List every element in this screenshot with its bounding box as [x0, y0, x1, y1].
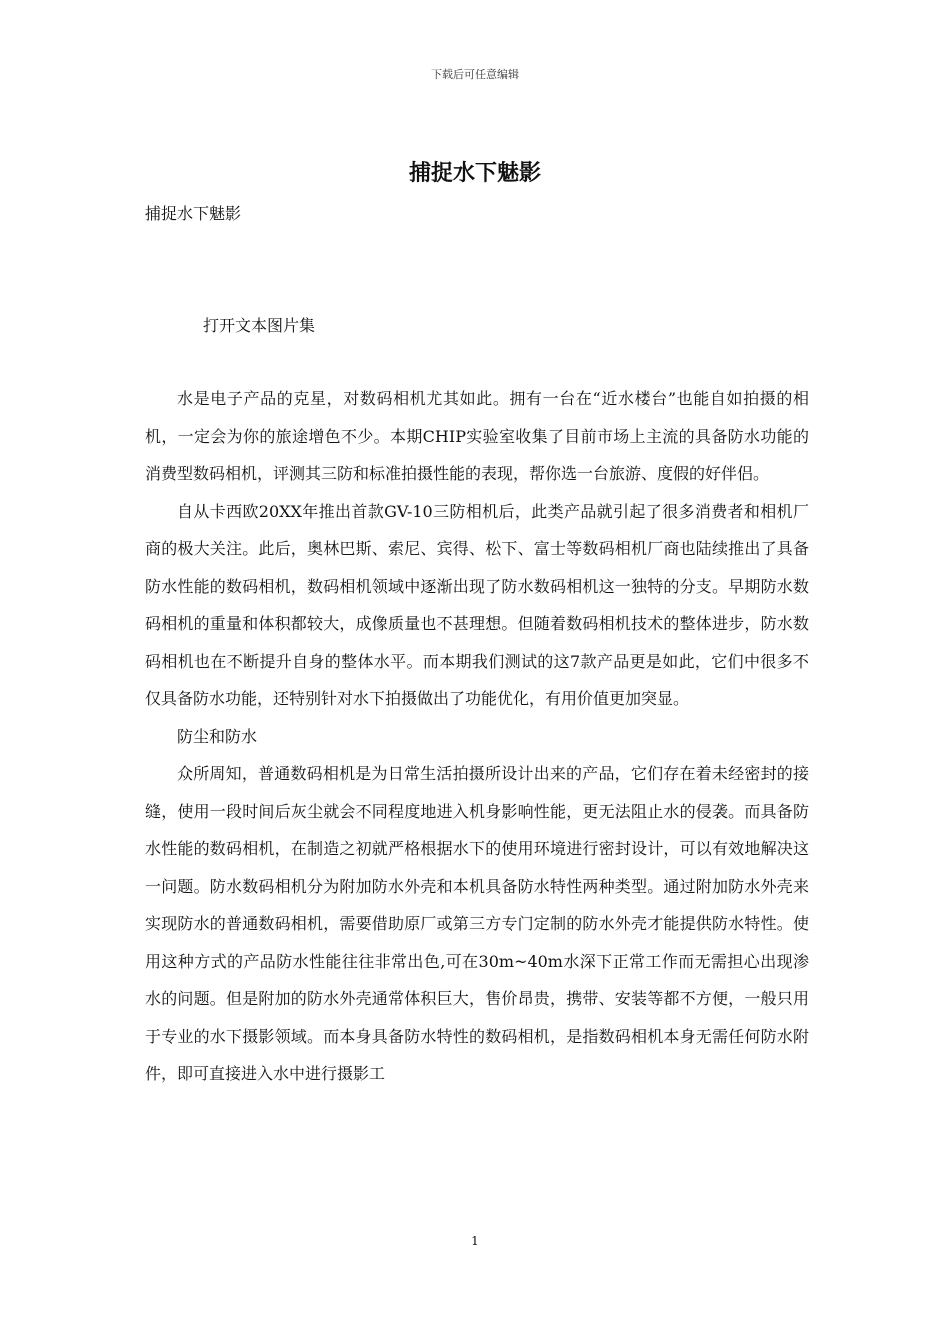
paragraph: 自从卡西欧20XX年推出首款GV-10三防相机后，此类产品就引起了很多消费者和相机厂商的极大关注。此后，奥林巴斯、索尼、宾得、松下、富士等数码相机厂商也陆续推出了具备防水性能的数码相机，数码相机领域中逐渐出现了防水数码相机这一独特的分支。早期防水数码相机的重量和体积都较大，成像质量也不甚理想。但随着数码相机技术的整体进步，防水数码相机也在不断提升自身的整体水平。而本期我们测试的这7款产品更是如此，它们中很多不仅具备防水功能，还特别针对水下拍摄做出了功能优化，有用价值更加突显。	[145, 501, 809, 708]
page-number: 1	[471, 1234, 479, 1248]
document-body	[145, 380, 809, 1093]
header-note: 下载后可任意编辑	[431, 68, 519, 81]
section-heading: 防尘和防水	[177, 726, 258, 746]
paragraph: 水是电子产品的克星，对数码相机尤其如此。拥有一台在“近水楼台”也能自如拍摄的相机，一定会为你的旅途增色不少。本期CHIP实验室收集了目前市场上主流的具备防水功能的消费型数码相机，评测其三防和标准拍摄性能的表现，帮你选一台旅游、度假的好伴侣。	[145, 389, 809, 483]
document-title: 捕捉水下魅影	[408, 161, 541, 186]
paragraph: 众所周知，普通数码相机是为日常生活拍摄所设计出来的产品，它们存在着未经密封的接缝，使用一段时间后灰尘就会不同程度地进入机身影响性能，更无法阻止水的侵袭。而具备防水性能的数码相机，在制造之初就严格根据水下的使用环境进行密封设计，可以有效地解决这一问题。防水数码相机分为附加防水外壳和本机具备防水特性两种类型。通过附加防水外壳来实现防水的普通数码相机，需要借助原厂或第三方专门定制的防水外壳才能提供防水特性。使用这种方式的产品防水性能往往非常出色,可在30m~40m水深下正常工作而无需担心出现渗水的问题。但是附加的防水外壳通常体积巨大，售价昂贵，携带、安装等都不方便，一般只用于专业的水下摄影领域。而本身具备防水特性的数码相机，是指数码相机本身无需任何防水附件，即可直接进入水中进行摄影工	[145, 764, 809, 1083]
document-subtitle: 捕捉水下魅影	[145, 204, 242, 223]
image-gallery-link[interactable]: 打开文本图片集	[203, 316, 316, 335]
